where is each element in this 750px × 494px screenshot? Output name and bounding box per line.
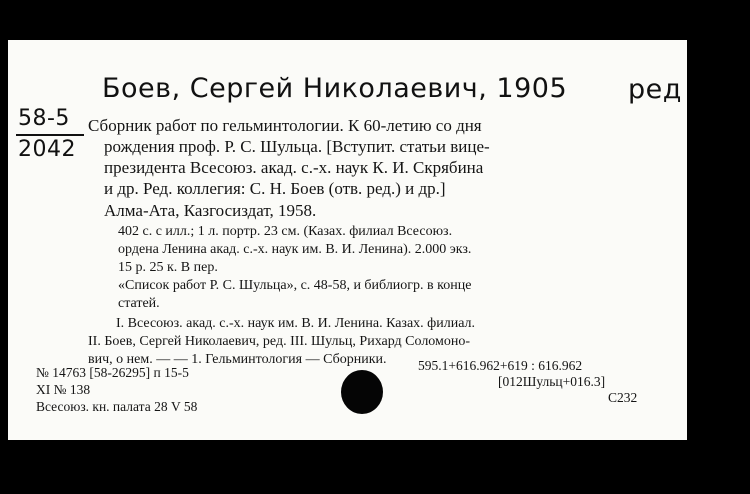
call-number-bottom: 2042 (18, 137, 76, 162)
body-line-9: «Список работ Р. С. Шульца», с. 48-58, и библиогр. в конце (118, 278, 472, 293)
call-number-divider (16, 134, 84, 136)
body-line-7: ордена Ленина акад. с.-х. наук им. В. И. Ленина). 2.000 экз. (118, 242, 472, 257)
body-line-11: I. Всесоюз. акад. с.-х. наук им. В. И. Ленина. Казах. филиал. (116, 316, 476, 331)
body-line-13: вич, о нем. — — 1. Гельминтология — Сборники. (88, 352, 387, 367)
heading-role: ред (628, 74, 682, 105)
heading-author: Боев, Сергей Николаевич, 1905 (102, 73, 568, 104)
footer-publisher: Всесоюз. кн. палата 28 V 58 (36, 399, 198, 414)
footer-subject-code: [012Шульц+016.3] (498, 374, 606, 389)
body-line-2: рождения проф. Р. С. Шульца. [Вступит. статьи вице- (104, 137, 490, 156)
body-line-12: II. Боев, Сергей Николаевич, ред. III. Шульц, Рихард Соломоно- (88, 334, 471, 349)
body-line-4: и др. Ред. коллегия: С. Н. Боев (отв. ред.) и др.] (104, 179, 446, 198)
hole-punch (341, 370, 383, 414)
body-line-8: 15 р. 25 к. В пер. (118, 260, 218, 275)
call-number-top: 58-5 (18, 106, 70, 131)
body-line-3: президента Всесоюз. акад. с.-х. наук К. И. Скрябина (104, 158, 484, 177)
footer-card-code: С232 (608, 390, 638, 405)
footer-registration: № 14763 [58-26295] п 15-5 (36, 365, 189, 380)
footer-classification: 595.1+616.962+619 : 616.962 (418, 358, 583, 373)
body-line-6: 402 с. с илл.; 1 л. портр. 23 см. (Казах. филиал Всесоюз. (118, 224, 453, 239)
body-line-10: статей. (118, 296, 160, 311)
catalog-card (8, 40, 687, 440)
body-line-5: Алма-Ата, Казгосиздат, 1958. (104, 201, 317, 220)
body-line-1: Сборник работ по гельминтологии. К 60-летию со дня (88, 116, 482, 135)
footer-number: XI № 138 (36, 382, 91, 397)
